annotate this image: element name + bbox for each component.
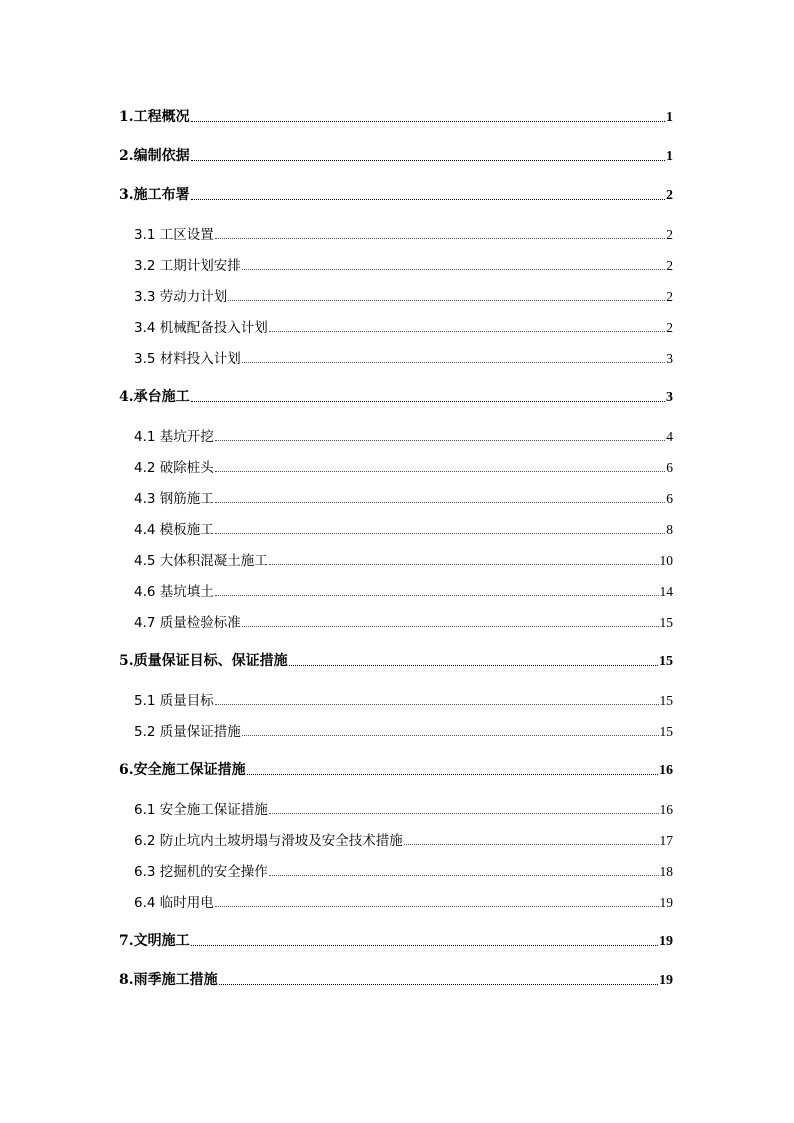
toc-entry-label: 3.3 劳动力计划: [134, 289, 228, 305]
toc-entry-label: 4.6 基坑填土: [134, 584, 214, 600]
toc-entry-label: 4.承台施工: [119, 389, 190, 405]
toc-entry-page-number: 2: [666, 320, 673, 335]
toc-dot-leader: [191, 160, 665, 161]
toc-entry-section[interactable]: [119, 347, 673, 367]
toc-entry-section[interactable]: [119, 518, 673, 538]
toc-entry-chapter[interactable]: [119, 759, 673, 779]
table-of-contents: [119, 106, 673, 989]
toc-entry-label: 6.安全施工保证措施: [119, 762, 246, 778]
toc-entry-page-number: 4: [666, 429, 673, 444]
toc-dot-leader: [289, 665, 658, 666]
toc-entry-page-number: 19: [659, 934, 673, 949]
toc-entry-label: 2.编制依据: [119, 148, 190, 164]
toc-entry-page-number: 17: [659, 833, 673, 848]
toc-dot-leader: [215, 238, 665, 239]
toc-entry-label: 5.质量保证目标、保证措施: [119, 653, 288, 669]
toc-dot-leader: [215, 533, 665, 534]
toc-entry-section[interactable]: [119, 254, 673, 274]
toc-entry-label: 5.1 质量目标: [134, 693, 214, 709]
toc-entry-page-number: 1: [666, 149, 673, 164]
toc-dot-leader: [242, 626, 659, 627]
toc-entry-section[interactable]: [119, 223, 673, 243]
toc-dot-leader: [215, 440, 665, 441]
toc-entry-page-number: 16: [659, 802, 673, 817]
toc-entry-label: 3.1 工区设置: [134, 227, 214, 243]
toc-entry-section[interactable]: [119, 425, 673, 445]
toc-entry-page-number: 6: [666, 460, 673, 475]
toc-entry-section[interactable]: [119, 549, 673, 569]
toc-entry-page-number: 14: [659, 584, 673, 599]
toc-dot-leader: [269, 813, 659, 814]
toc-entry-page-number: 6: [666, 491, 673, 506]
toc-entry-label: 4.4 模板施工: [134, 522, 214, 538]
toc-dot-leader: [242, 269, 665, 270]
toc-entry-page-number: 18: [659, 864, 673, 879]
toc-entry-section[interactable]: [119, 860, 673, 880]
toc-entry-page-number: 15: [659, 654, 673, 669]
toc-entry-page-number: 3: [666, 351, 673, 366]
toc-entry-page-number: 15: [659, 693, 673, 708]
toc-entry-page-number: 19: [659, 895, 673, 910]
toc-entry-page-number: 15: [659, 615, 673, 630]
toc-entry-chapter[interactable]: [119, 145, 673, 165]
toc-entry-page-number: 3: [666, 390, 673, 405]
toc-entry-label: 6.3 挖掘机的安全操作: [134, 864, 268, 880]
toc-dot-leader: [191, 199, 665, 200]
toc-entry-section[interactable]: [119, 487, 673, 507]
toc-entry-page-number: 2: [666, 258, 673, 273]
toc-entry-chapter[interactable]: [119, 106, 673, 126]
toc-entry-section[interactable]: [119, 829, 673, 849]
toc-dot-leader: [191, 945, 658, 946]
toc-dot-leader: [219, 984, 658, 985]
toc-dot-leader: [269, 564, 659, 565]
toc-entry-label: 6.2 防止坑内土坡坍塌与滑坡及安全技术措施: [134, 833, 403, 849]
toc-entry-label: 4.2 破除桩头: [134, 460, 214, 476]
toc-entry-chapter[interactable]: [119, 650, 673, 670]
toc-dot-leader: [404, 844, 659, 845]
toc-entry-page-number: 16: [659, 763, 673, 778]
toc-dot-leader: [215, 595, 659, 596]
toc-entry-label: 4.1 基坑开挖: [134, 429, 214, 445]
toc-entry-section[interactable]: [119, 611, 673, 631]
toc-entry-page-number: 2: [666, 227, 673, 242]
toc-entry-label: 4.3 钢筋施工: [134, 491, 214, 507]
toc-entry-label: 4.5 大体积混凝土施工: [134, 553, 268, 569]
toc-entry-label: 3.4 机械配备投入计划: [134, 320, 268, 336]
toc-dot-leader: [215, 906, 659, 907]
toc-entry-page-number: 15: [659, 724, 673, 739]
toc-entry-label: 6.1 安全施工保证措施: [134, 802, 268, 818]
toc-entry-label: 1.工程概况: [119, 109, 190, 125]
toc-entry-section[interactable]: [119, 891, 673, 911]
toc-entry-label: 3.2 工期计划安排: [134, 258, 241, 274]
toc-dot-leader: [228, 300, 665, 301]
toc-entry-label: 8.雨季施工措施: [119, 972, 218, 988]
toc-dot-leader: [215, 502, 665, 503]
toc-entry-label: 7.文明施工: [119, 933, 190, 949]
toc-dot-leader: [215, 704, 659, 705]
toc-entry-section[interactable]: [119, 316, 673, 336]
toc-entry-section[interactable]: [119, 285, 673, 305]
toc-entry-chapter[interactable]: [119, 930, 673, 950]
toc-dot-leader: [269, 331, 665, 332]
toc-dot-leader: [247, 774, 658, 775]
toc-entry-label: 4.7 质量检验标准: [134, 615, 241, 631]
toc-entry-section[interactable]: [119, 456, 673, 476]
toc-entry-section[interactable]: [119, 580, 673, 600]
toc-entry-chapter[interactable]: [119, 184, 673, 204]
toc-entry-page-number: 19: [659, 973, 673, 988]
toc-dot-leader: [269, 875, 659, 876]
toc-dot-leader: [242, 735, 659, 736]
toc-entry-page-number: 2: [666, 188, 673, 203]
toc-entry-chapter[interactable]: [119, 386, 673, 406]
toc-entry-label: 6.4 临时用电: [134, 895, 214, 911]
toc-dot-leader: [191, 401, 665, 402]
toc-entry-chapter[interactable]: [119, 969, 673, 989]
toc-dot-leader: [215, 471, 665, 472]
toc-dot-leader: [191, 121, 665, 122]
toc-entry-section[interactable]: [119, 720, 673, 740]
toc-entry-section[interactable]: [119, 798, 673, 818]
toc-entry-label: 3.5 材料投入计划: [134, 351, 241, 367]
toc-entry-page-number: 1: [666, 110, 673, 125]
toc-entry-page-number: 2: [666, 289, 673, 304]
toc-entry-page-number: 8: [666, 522, 673, 537]
toc-entry-label: 5.2 质量保证措施: [134, 724, 241, 740]
toc-dot-leader: [242, 362, 665, 363]
toc-entry-page-number: 10: [659, 553, 673, 568]
toc-entry-label: 3.施工布署: [119, 187, 190, 203]
toc-entry-section[interactable]: [119, 689, 673, 709]
